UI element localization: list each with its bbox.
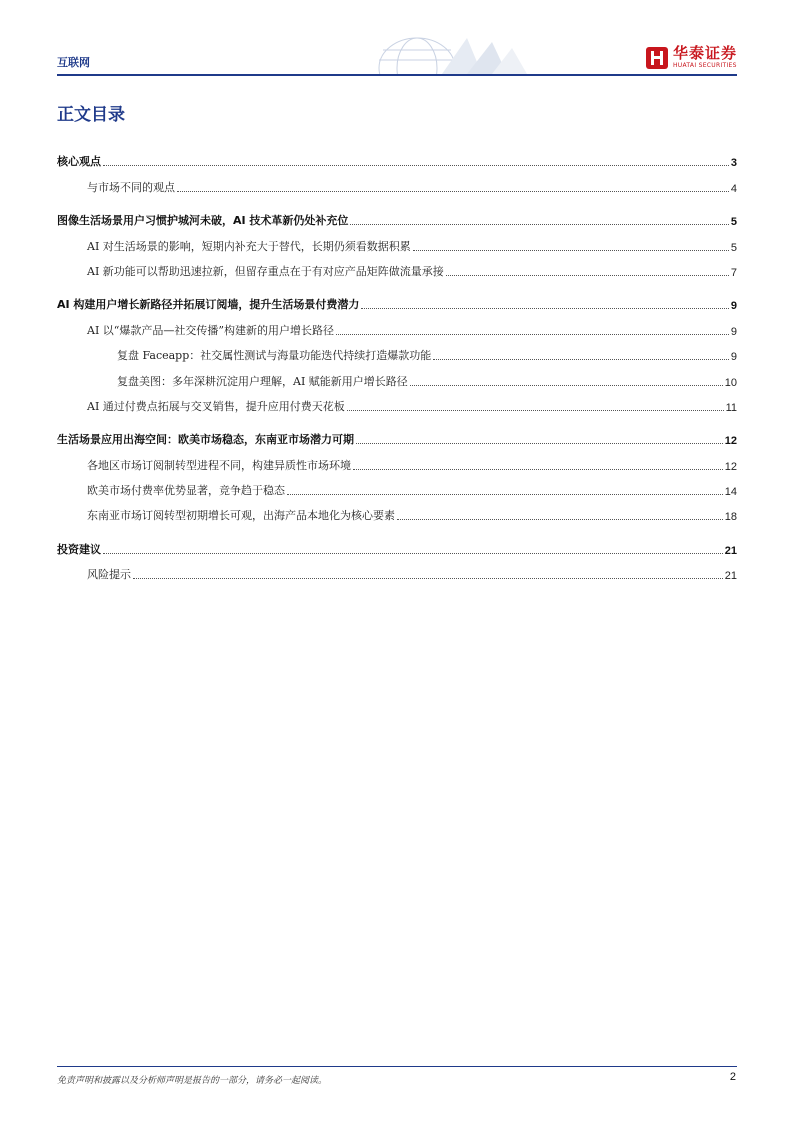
toc-entry[interactable]: 东南亚市场订阅转型初期增长可观，出海产品本地化为核心要素 18 — [87, 509, 737, 524]
toc-entry[interactable]: 复盘美图：多年深耕沉淀用户理解，AI 赋能新用户增长路径 10 — [117, 374, 737, 389]
toc-entry[interactable]: 生活场景应用出海空间：欧美市场稳态，东南亚市场潜力可期 12 — [57, 433, 737, 448]
toc-entry[interactable]: 核心观点 3 — [57, 155, 737, 170]
toc-entry[interactable]: AI 构建用户增长新路径并拓展订阅墙，提升生活场景付费潜力 9 — [57, 298, 737, 313]
table-of-contents — [57, 144, 737, 582]
logo-english-name: HUATAI SECURITIES — [672, 62, 737, 69]
footer-disclaimer: 免责声明和披露以及分析师声明是报告的一部分，请务必一起阅读。 — [57, 1076, 328, 1086]
toc-entry[interactable]: AI 对生活场景的影响，短期内补充大于替代，长期仍须看数据积累 5 — [87, 239, 737, 254]
toc-entry[interactable]: 与市场不同的观点 4 — [87, 180, 737, 195]
globe-graphic — [347, 28, 547, 74]
toc-entry[interactable]: AI 以“爆款产品—社交传播”构建新的用户增长路径 9 — [87, 323, 737, 338]
toc-entry[interactable]: 投资建议 21 — [57, 542, 737, 557]
brand-logo — [646, 46, 737, 69]
toc-entry[interactable]: 图像生活场景用户习惯护城河未破，AI 技术革新仍处补充位 5 — [57, 214, 737, 229]
page-header — [57, 0, 737, 80]
toc-entry[interactable]: 复盘 Faceapp：社交属性测试与海量功能迭代持续打造爆款功能 9 — [117, 349, 737, 364]
toc-entry[interactable]: AI 新功能可以帮助迅速拉新，但留存重点在于有对应产品矩阵做流量承接 7 — [87, 264, 737, 279]
footer-rule — [57, 1066, 737, 1067]
toc-title: 正文目录 — [57, 105, 125, 125]
page-number: 2 — [729, 1071, 736, 1083]
header-rule — [57, 74, 737, 76]
huatai-logo-icon — [646, 47, 668, 69]
toc-entry[interactable]: 风险提示 21 — [87, 568, 737, 583]
toc-entry[interactable]: 各地区市场订阅制转型进程不同，构建异质性市场环境 12 — [87, 458, 737, 473]
logo-chinese-name: 华泰证券 — [672, 44, 737, 62]
section-tag: 互联网 — [57, 56, 90, 69]
toc-entry[interactable]: 欧美市场付费率优势显著，竞争趋于稳态 14 — [87, 484, 737, 499]
toc-entry[interactable]: AI 通过付费点拓展与交叉销售，提升应用付费天花板 11 — [87, 399, 737, 414]
